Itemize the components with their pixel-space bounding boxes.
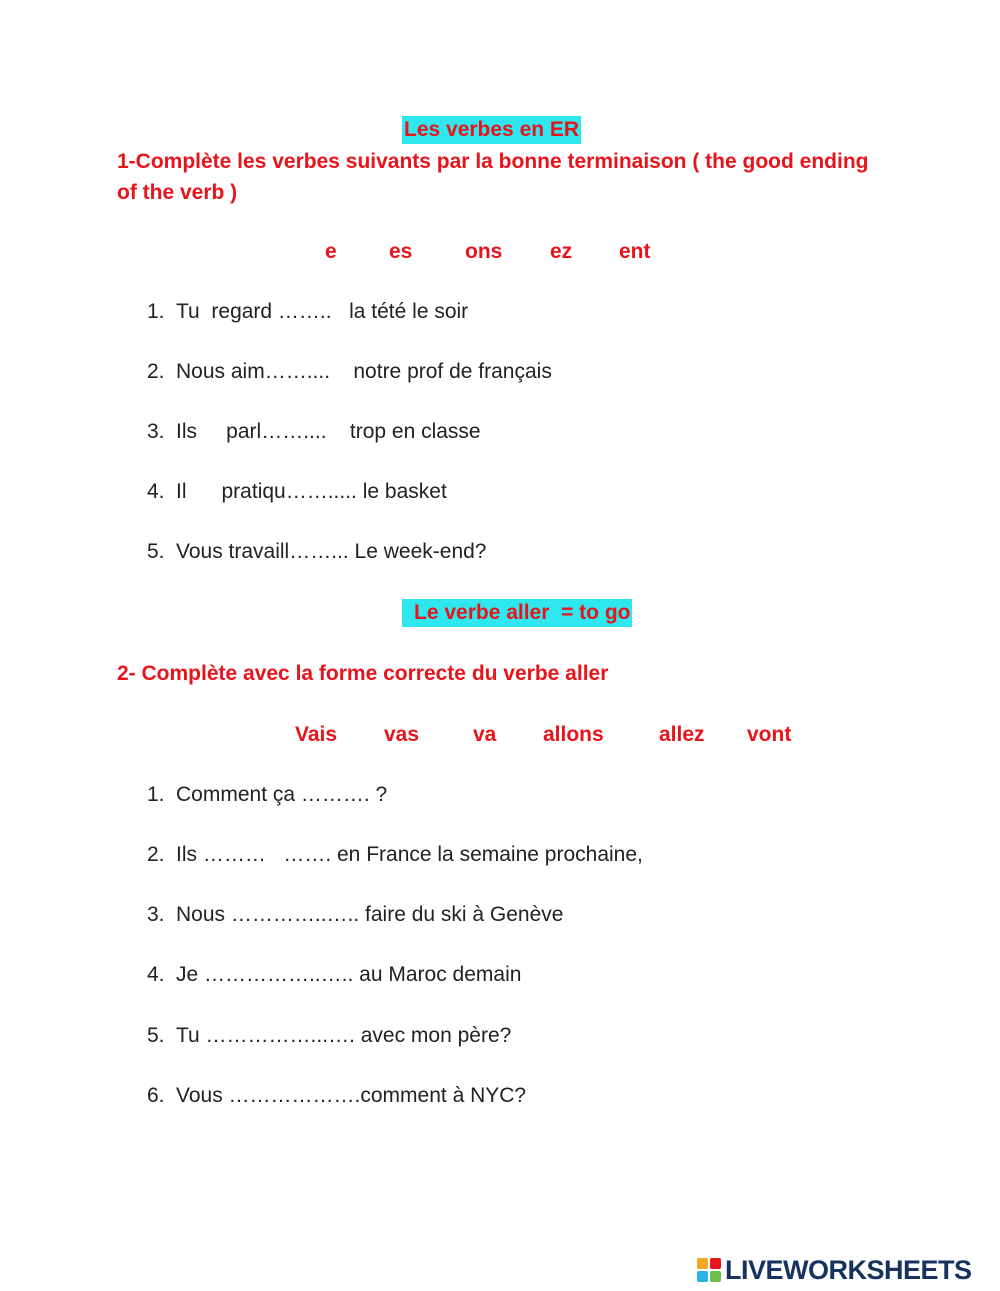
item-number: 5.: [147, 540, 165, 563]
item-number: 4.: [147, 480, 165, 503]
item-text: Vous travaill……... Le week-end?: [176, 540, 487, 563]
logo-square: [697, 1258, 708, 1269]
ending-option: ez: [550, 240, 573, 263]
item-number: 5.: [147, 1024, 165, 1047]
item-text: Nous aim…….... notre prof de français: [176, 360, 552, 383]
verb-form-option: allez: [659, 723, 705, 746]
item-text: Nous …………..….. faire du ski à Genève: [176, 903, 564, 926]
verb-form-option: vas: [384, 723, 420, 746]
item-text: Ils parl…….... trop en classe: [176, 420, 481, 443]
logo-square: [697, 1271, 708, 1282]
section1-title: Les verbes en ER: [402, 116, 581, 144]
verb-form-option: vont: [747, 723, 792, 746]
verb-form-option: va: [473, 723, 497, 746]
item-text: Vous ……………….comment à NYC?: [176, 1084, 527, 1107]
ending-option: e: [325, 240, 337, 263]
ending-option: ent: [619, 240, 651, 263]
item-text: Ils ……… ……. en France la semaine prochaine,: [176, 843, 643, 866]
ending-option: ons: [465, 240, 503, 263]
item-number: 3.: [147, 420, 165, 443]
item-text: Comment ça ………. ?: [176, 783, 388, 806]
section1-instruction: 1-Complète les verbes suivants par la bonne terminaison ( the good ending of the verb ): [117, 150, 869, 204]
item-number: 4.: [147, 963, 165, 986]
logo-mark-icon: [697, 1258, 721, 1282]
verb-form-option: allons: [543, 723, 604, 746]
item-text: Tu regard …….. la tété le soir: [176, 300, 469, 323]
item-number: 3.: [147, 903, 165, 926]
item-number: 2.: [147, 360, 165, 383]
logo-square: [710, 1271, 721, 1282]
logo-text: LIVEWORKSHEETS: [725, 1255, 972, 1285]
logo-square: [710, 1258, 721, 1269]
verb-form-option: Vais: [295, 723, 338, 746]
item-text: Il pratiqu……..... le basket: [176, 480, 447, 503]
ending-option: es: [389, 240, 413, 263]
item-number: 1.: [147, 300, 165, 323]
item-number: 1.: [147, 783, 165, 806]
item-text: Je ……………..….. au Maroc demain: [176, 963, 522, 986]
section2-instruction: 2- Complète avec la forme correcte du verbe aller: [117, 662, 609, 685]
section2-title: Le verbe aller = to go: [402, 599, 632, 627]
item-number: 2.: [147, 843, 165, 866]
item-text: Tu ……………...…. avec mon père?: [176, 1024, 512, 1047]
item-number: 6.: [147, 1084, 165, 1107]
liveworksheets-logo[interactable]: [697, 1255, 972, 1285]
